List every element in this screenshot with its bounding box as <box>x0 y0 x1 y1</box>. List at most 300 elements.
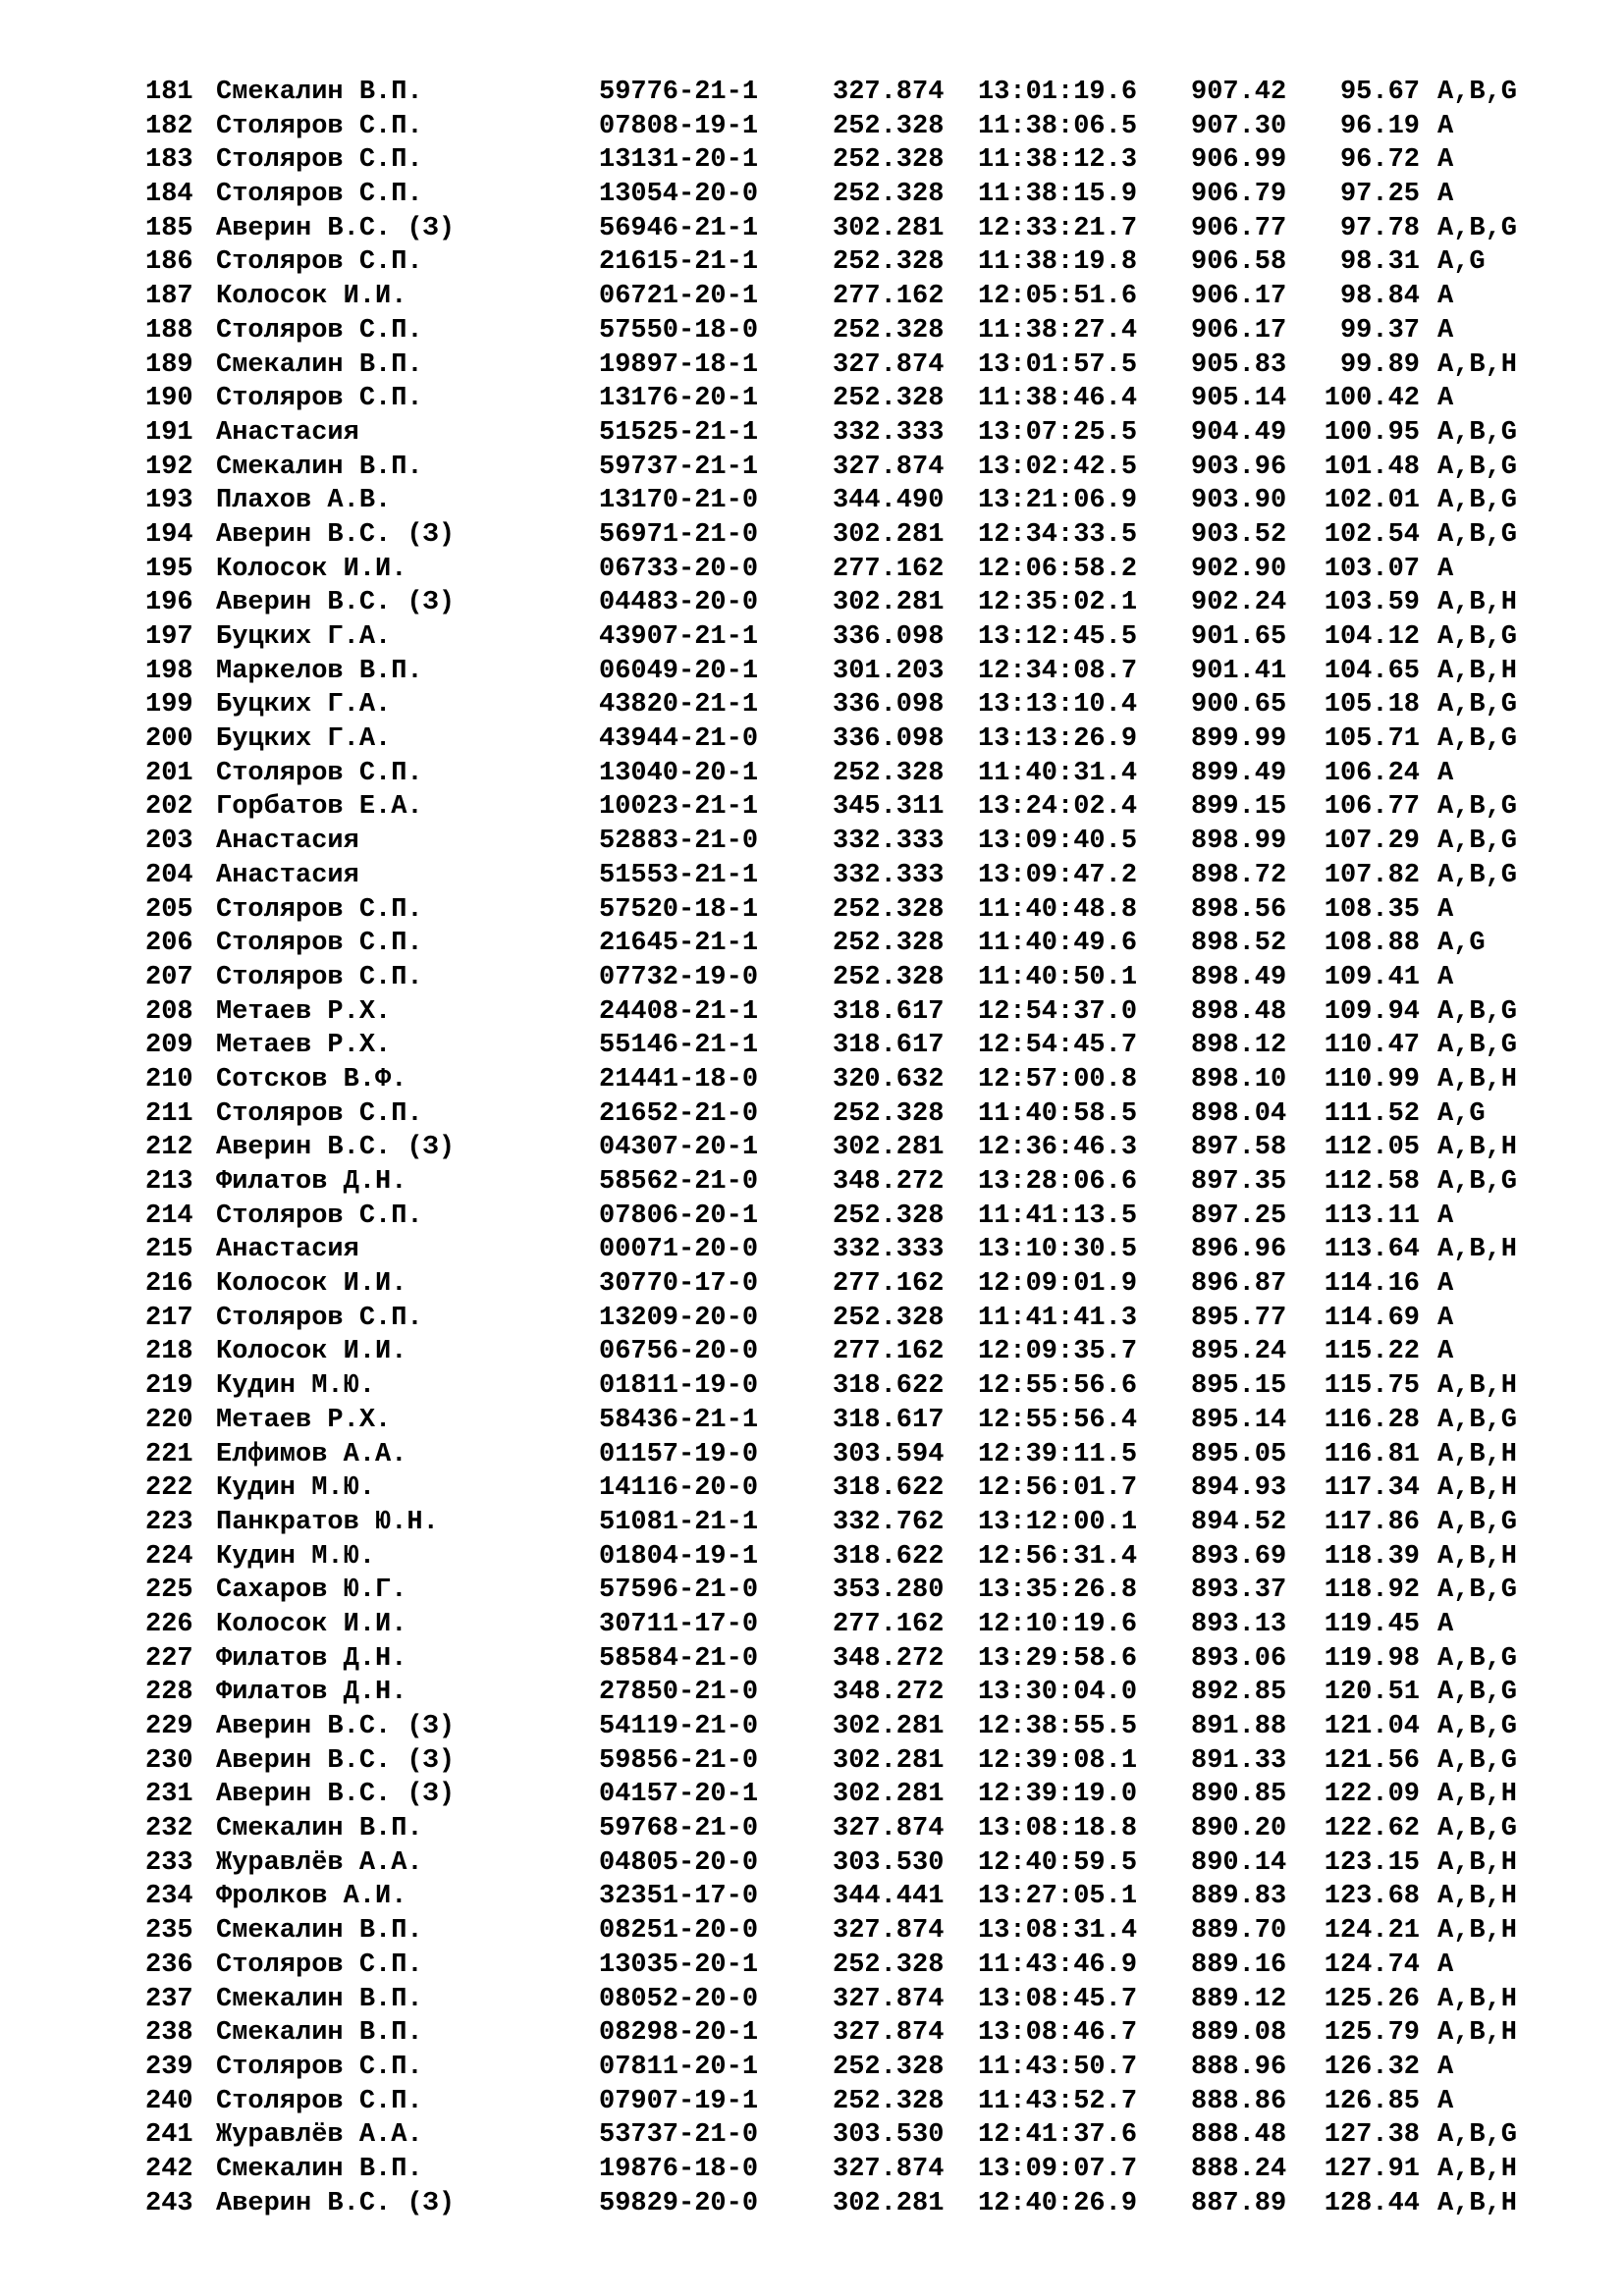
name-cell: Столяров С.П. <box>216 315 423 346</box>
name-cell: Аверин В.С. (З) <box>216 213 456 243</box>
name-cell: Метаев Р.Х. <box>216 1031 392 1061</box>
coefficient-cell: 116.81 <box>1324 1439 1420 1469</box>
rank-cell: 235 <box>145 1916 193 1947</box>
rank-cell: 226 <box>145 1609 193 1639</box>
name-cell: Плахов А.В. <box>216 486 392 516</box>
speed-cell: 887.89 <box>1191 2188 1287 2218</box>
ring-code-cell: 43944-21-0 <box>599 724 759 755</box>
coefficient-cell: 102.54 <box>1324 519 1420 550</box>
rank-cell: 200 <box>145 724 193 755</box>
rank-cell: 231 <box>145 1780 193 1810</box>
speed-cell: 905.14 <box>1191 384 1287 414</box>
distance-value-cell: 302.281 <box>833 1745 945 1776</box>
distance-value-cell: 302.281 <box>833 519 945 550</box>
name-cell: Елфимов А.А. <box>216 1439 407 1469</box>
category-tags-cell: A,B,H <box>1437 1847 1518 1878</box>
distance-value-cell: 302.281 <box>833 1780 945 1810</box>
category-tags-cell: A <box>1437 1949 1454 1980</box>
name-cell: Филатов Д.Н. <box>216 1167 407 1197</box>
name-cell: Столяров С.П. <box>216 2086 423 2116</box>
category-tags-cell: A <box>1437 282 1454 312</box>
ring-code-cell: 58562-21-0 <box>599 1167 759 1197</box>
distance-value-cell: 344.490 <box>833 486 945 516</box>
distance-value-cell: 277.162 <box>833 1609 945 1639</box>
coefficient-cell: 124.21 <box>1324 1916 1420 1947</box>
arrival-time-cell: 11:38:19.8 <box>978 247 1138 278</box>
coefficient-cell: 114.16 <box>1324 1269 1420 1300</box>
distance-value-cell: 252.328 <box>833 2086 945 2116</box>
ring-code-cell: 01804-19-1 <box>599 1541 759 1572</box>
name-cell: Столяров С.П. <box>216 894 423 925</box>
category-tags-cell: A,B,G <box>1437 1643 1518 1674</box>
ring-code-cell: 59776-21-1 <box>599 78 759 107</box>
arrival-time-cell: 13:08:46.7 <box>978 2018 1138 2049</box>
category-tags-cell: A,B,G <box>1437 827 1518 857</box>
coefficient-cell: 122.62 <box>1324 1814 1420 1844</box>
arrival-time-cell: 11:38:27.4 <box>978 315 1138 346</box>
name-cell: Аверин В.С. (З) <box>216 588 456 618</box>
arrival-time-cell: 11:43:46.9 <box>978 1949 1138 1980</box>
coefficient-cell: 108.88 <box>1324 929 1420 959</box>
coefficient-cell: 108.35 <box>1324 894 1420 925</box>
arrival-time-cell: 13:08:45.7 <box>978 1984 1138 2014</box>
name-cell: Смекалин В.П. <box>216 78 423 107</box>
name-cell: Аверин В.С. (З) <box>216 2188 456 2218</box>
name-cell: Аверин В.С. (З) <box>216 1133 456 1163</box>
ring-code-cell: 21441-18-0 <box>599 1064 759 1095</box>
ring-code-cell: 43820-21-1 <box>599 690 759 721</box>
name-cell: Аверин В.С. (З) <box>216 1745 456 1776</box>
distance-value-cell: 348.272 <box>833 1678 945 1708</box>
speed-cell: 895.15 <box>1191 1371 1287 1402</box>
name-cell: Кудин М.Ю. <box>216 1371 376 1402</box>
distance-value-cell: 336.098 <box>833 690 945 721</box>
speed-cell: 899.49 <box>1191 758 1287 788</box>
rank-cell: 204 <box>145 860 193 890</box>
arrival-time-cell: 11:38:12.3 <box>978 145 1138 176</box>
distance-value-cell: 252.328 <box>833 1949 945 1980</box>
rank-cell: 196 <box>145 588 193 618</box>
name-cell: Столяров С.П. <box>216 1949 423 1980</box>
rank-cell: 198 <box>145 656 193 686</box>
arrival-time-cell: 11:38:15.9 <box>978 180 1138 210</box>
category-tags-cell: A <box>1437 2086 1454 2116</box>
rank-cell: 210 <box>145 1064 193 1095</box>
distance-value-cell: 252.328 <box>833 1201 945 1231</box>
category-tags-cell: A <box>1437 111 1454 141</box>
distance-value-cell: 318.622 <box>833 1371 945 1402</box>
category-tags-cell: A <box>1437 962 1454 992</box>
category-tags-cell: A,B,G <box>1437 519 1518 550</box>
rank-cell: 212 <box>145 1133 193 1163</box>
coefficient-cell: 118.39 <box>1324 1541 1420 1572</box>
name-cell: Сахаров Ю.Г. <box>216 1575 407 1606</box>
distance-value-cell: 277.162 <box>833 282 945 312</box>
ring-code-cell: 51081-21-1 <box>599 1507 759 1537</box>
category-tags-cell: A,B,H <box>1437 2154 1518 2184</box>
arrival-time-cell: 12:55:56.4 <box>978 1405 1138 1435</box>
arrival-time-cell: 11:40:49.6 <box>978 929 1138 959</box>
rank-cell: 230 <box>145 1745 193 1776</box>
name-cell: Журавлёв А.А. <box>216 1847 423 1878</box>
arrival-time-cell: 12:57:00.8 <box>978 1064 1138 1095</box>
category-tags-cell: A <box>1437 1303 1454 1333</box>
rank-cell: 201 <box>145 758 193 788</box>
rank-cell: 195 <box>145 554 193 584</box>
arrival-time-cell: 12:56:01.7 <box>978 1473 1138 1504</box>
ring-code-cell: 32351-17-0 <box>599 1882 759 1912</box>
speed-cell: 897.25 <box>1191 1201 1287 1231</box>
category-tags-cell: A <box>1437 894 1454 925</box>
category-tags-cell: A,B,G <box>1437 1405 1518 1435</box>
coefficient-cell: 128.44 <box>1324 2188 1420 2218</box>
category-tags-cell: A,B,G <box>1437 1814 1518 1844</box>
distance-value-cell: 318.622 <box>833 1473 945 1504</box>
category-tags-cell: A,B,H <box>1437 1064 1518 1095</box>
rank-cell: 206 <box>145 929 193 959</box>
distance-value-cell: 348.272 <box>833 1643 945 1674</box>
ring-code-cell: 08052-20-0 <box>599 1984 759 2014</box>
ring-code-cell: 07732-19-0 <box>599 962 759 992</box>
ring-code-cell: 51525-21-1 <box>599 417 759 448</box>
speed-cell: 899.15 <box>1191 792 1287 823</box>
rank-cell: 186 <box>145 247 193 278</box>
category-tags-cell: A,B,G <box>1437 1575 1518 1606</box>
coefficient-cell: 113.11 <box>1324 1201 1420 1231</box>
rank-cell: 222 <box>145 1473 193 1504</box>
coefficient-cell: 112.58 <box>1324 1167 1420 1197</box>
speed-cell: 893.37 <box>1191 1575 1287 1606</box>
name-cell: Смекалин В.П. <box>216 452 423 482</box>
ring-code-cell: 57596-21-0 <box>599 1575 759 1606</box>
arrival-time-cell: 12:10:19.6 <box>978 1609 1138 1639</box>
speed-cell: 890.14 <box>1191 1847 1287 1878</box>
speed-cell: 906.79 <box>1191 180 1287 210</box>
name-cell: Столяров С.П. <box>216 180 423 210</box>
name-cell: Журавлёв А.А. <box>216 2120 423 2151</box>
category-tags-cell: A,B,G <box>1437 213 1518 243</box>
distance-value-cell: 332.333 <box>833 417 945 448</box>
coefficient-cell: 97.25 <box>1339 180 1420 210</box>
name-cell: Метаев Р.Х. <box>216 996 392 1027</box>
rank-cell: 209 <box>145 1031 193 1061</box>
category-tags-cell: A,B,G <box>1437 78 1518 107</box>
rank-cell: 183 <box>145 145 193 176</box>
coefficient-cell: 95.67 <box>1339 78 1420 107</box>
rank-cell: 242 <box>145 2154 193 2184</box>
arrival-time-cell: 11:40:58.5 <box>978 1098 1138 1129</box>
rank-cell: 214 <box>145 1201 193 1231</box>
speed-cell: 895.24 <box>1191 1337 1287 1367</box>
coefficient-cell: 98.31 <box>1339 247 1420 278</box>
category-tags-cell: A,B,H <box>1437 1473 1518 1504</box>
distance-value-cell: 252.328 <box>833 1303 945 1333</box>
arrival-time-cell: 13:13:10.4 <box>978 690 1138 721</box>
coefficient-cell: 126.85 <box>1324 2086 1420 2116</box>
coefficient-cell: 107.82 <box>1324 860 1420 890</box>
name-cell: Столяров С.П. <box>216 1098 423 1129</box>
coefficient-cell: 121.56 <box>1324 1745 1420 1776</box>
coefficient-cell: 119.45 <box>1324 1609 1420 1639</box>
name-cell: Столяров С.П. <box>216 1303 423 1333</box>
coefficient-cell: 100.42 <box>1324 384 1420 414</box>
speed-cell: 903.52 <box>1191 519 1287 550</box>
distance-value-cell: 336.098 <box>833 622 945 652</box>
name-cell: Сотсков В.Ф. <box>216 1064 407 1095</box>
distance-value-cell: 252.328 <box>833 111 945 141</box>
coefficient-cell: 116.28 <box>1324 1405 1420 1435</box>
name-cell: Филатов Д.Н. <box>216 1678 407 1708</box>
arrival-time-cell: 13:24:02.4 <box>978 792 1138 823</box>
category-tags-cell: A,B,G <box>1437 622 1518 652</box>
speed-cell: 906.99 <box>1191 145 1287 176</box>
ring-code-cell: 59768-21-0 <box>599 1814 759 1844</box>
category-tags-cell: A <box>1437 2052 1454 2082</box>
rank-cell: 192 <box>145 452 193 482</box>
rank-cell: 187 <box>145 282 193 312</box>
ring-code-cell: 30711-17-0 <box>599 1609 759 1639</box>
coefficient-cell: 117.86 <box>1324 1507 1420 1537</box>
speed-cell: 903.96 <box>1191 452 1287 482</box>
speed-cell: 894.52 <box>1191 1507 1287 1537</box>
ring-code-cell: 57550-18-0 <box>599 315 759 346</box>
coefficient-cell: 127.38 <box>1324 2120 1420 2151</box>
arrival-time-cell: 12:34:33.5 <box>978 519 1138 550</box>
category-tags-cell: A,B,G <box>1437 860 1518 890</box>
ring-code-cell: 59829-20-0 <box>599 2188 759 2218</box>
coefficient-cell: 117.34 <box>1324 1473 1420 1504</box>
arrival-time-cell: 12:06:58.2 <box>978 554 1138 584</box>
distance-value-cell: 303.594 <box>833 1439 945 1469</box>
name-cell: Анастасия <box>216 827 359 857</box>
speed-cell: 901.65 <box>1191 622 1287 652</box>
name-cell: Колосок И.И. <box>216 1269 407 1300</box>
distance-value-cell: 303.530 <box>833 2120 945 2151</box>
speed-cell: 896.87 <box>1191 1269 1287 1300</box>
arrival-time-cell: 13:21:06.9 <box>978 486 1138 516</box>
arrival-time-cell: 11:40:48.8 <box>978 894 1138 925</box>
arrival-time-cell: 12:55:56.6 <box>978 1371 1138 1402</box>
category-tags-cell: A,B,H <box>1437 1439 1518 1469</box>
arrival-time-cell: 13:02:42.5 <box>978 452 1138 482</box>
ring-code-cell: 13054-20-0 <box>599 180 759 210</box>
name-cell: Колосок И.И. <box>216 282 407 312</box>
speed-cell: 906.17 <box>1191 282 1287 312</box>
distance-value-cell: 327.874 <box>833 2154 945 2184</box>
category-tags-cell: A <box>1437 180 1454 210</box>
speed-cell: 893.06 <box>1191 1643 1287 1674</box>
ring-code-cell: 54119-21-0 <box>599 1712 759 1741</box>
distance-value-cell: 252.328 <box>833 894 945 925</box>
coefficient-cell: 100.95 <box>1324 417 1420 448</box>
ring-code-cell: 06756-20-0 <box>599 1337 759 1367</box>
category-tags-cell: A,B,H <box>1437 1235 1518 1265</box>
category-tags-cell: A,G <box>1437 247 1486 278</box>
arrival-time-cell: 13:12:45.5 <box>978 622 1138 652</box>
coefficient-cell: 111.52 <box>1324 1098 1420 1129</box>
name-cell: Маркелов В.П. <box>216 656 423 686</box>
speed-cell: 895.14 <box>1191 1405 1287 1435</box>
coefficient-cell: 124.74 <box>1324 1949 1420 1980</box>
arrival-time-cell: 12:54:45.7 <box>978 1031 1138 1061</box>
arrival-time-cell: 13:09:40.5 <box>978 827 1138 857</box>
distance-value-cell: 327.874 <box>833 1916 945 1947</box>
ring-code-cell: 53737-21-0 <box>599 2120 759 2151</box>
category-tags-cell: A,B,G <box>1437 452 1518 482</box>
rank-cell: 213 <box>145 1167 193 1197</box>
ring-code-cell: 21645-21-1 <box>599 929 759 959</box>
distance-value-cell: 252.328 <box>833 758 945 788</box>
arrival-time-cell: 12:39:19.0 <box>978 1780 1138 1810</box>
category-tags-cell: A,B,G <box>1437 996 1518 1027</box>
arrival-time-cell: 12:35:02.1 <box>978 588 1138 618</box>
speed-cell: 891.88 <box>1191 1712 1287 1741</box>
category-tags-cell: A <box>1437 315 1454 346</box>
ring-code-cell: 04157-20-1 <box>599 1780 759 1810</box>
coefficient-cell: 115.75 <box>1324 1371 1420 1402</box>
coefficient-cell: 119.98 <box>1324 1643 1420 1674</box>
category-tags-cell: A <box>1437 384 1454 414</box>
coefficient-cell: 112.05 <box>1324 1133 1420 1163</box>
rank-cell: 194 <box>145 519 193 550</box>
name-cell: Столяров С.П. <box>216 962 423 992</box>
distance-value-cell: 302.281 <box>833 588 945 618</box>
category-tags-cell: A <box>1437 554 1454 584</box>
arrival-time-cell: 12:39:08.1 <box>978 1745 1138 1776</box>
ring-code-cell: 06733-20-0 <box>599 554 759 584</box>
arrival-time-cell: 13:07:25.5 <box>978 417 1138 448</box>
category-tags-cell: A,G <box>1437 929 1486 959</box>
name-cell: Фролков А.И. <box>216 1882 407 1912</box>
rank-cell: 205 <box>145 894 193 925</box>
name-cell: Буцких Г.А. <box>216 622 392 652</box>
rank-cell: 237 <box>145 1984 193 2014</box>
distance-value-cell: 301.203 <box>833 656 945 686</box>
name-cell: Аверин В.С. (З) <box>216 1712 456 1741</box>
category-tags-cell: A,B,G <box>1437 1167 1518 1197</box>
distance-value-cell: 327.874 <box>833 1984 945 2014</box>
arrival-time-cell: 13:08:31.4 <box>978 1916 1138 1947</box>
rank-cell: 211 <box>145 1098 193 1129</box>
distance-value-cell: 320.632 <box>833 1064 945 1095</box>
name-cell: Колосок И.И. <box>216 1337 407 1367</box>
ring-code-cell: 07808-19-1 <box>599 111 759 141</box>
coefficient-cell: 107.29 <box>1324 827 1420 857</box>
category-tags-cell: A,B,H <box>1437 349 1518 380</box>
ring-code-cell: 59856-21-0 <box>599 1745 759 1776</box>
rank-cell: 239 <box>145 2052 193 2082</box>
name-cell: Столяров С.П. <box>216 758 423 788</box>
ring-code-cell: 43907-21-1 <box>599 622 759 652</box>
rank-cell: 191 <box>145 417 193 448</box>
speed-cell: 888.86 <box>1191 2086 1287 2116</box>
ring-code-cell: 13170-21-0 <box>599 486 759 516</box>
ring-code-cell: 13176-20-1 <box>599 384 759 414</box>
arrival-time-cell: 12:40:26.9 <box>978 2188 1138 2218</box>
name-cell: Кудин М.Ю. <box>216 1473 376 1504</box>
ring-code-cell: 07806-20-1 <box>599 1201 759 1231</box>
rank-cell: 228 <box>145 1678 193 1708</box>
arrival-time-cell: 12:56:31.4 <box>978 1541 1138 1572</box>
coefficient-cell: 104.65 <box>1324 656 1420 686</box>
arrival-time-cell: 13:09:07.7 <box>978 2154 1138 2184</box>
distance-value-cell: 344.441 <box>833 1882 945 1912</box>
rank-cell: 243 <box>145 2188 193 2218</box>
category-tags-cell: A <box>1437 758 1454 788</box>
speed-cell: 895.05 <box>1191 1439 1287 1469</box>
ring-code-cell: 04483-20-0 <box>599 588 759 618</box>
arrival-time-cell: 13:08:18.8 <box>978 1814 1138 1844</box>
coefficient-cell: 125.26 <box>1324 1984 1420 2014</box>
rank-cell: 218 <box>145 1337 193 1367</box>
coefficient-cell: 97.78 <box>1339 213 1420 243</box>
speed-cell: 907.42 <box>1191 78 1287 107</box>
speed-cell: 898.04 <box>1191 1098 1287 1129</box>
rank-cell: 224 <box>145 1541 193 1572</box>
category-tags-cell: A <box>1437 1269 1454 1300</box>
category-tags-cell: A,B,H <box>1437 2188 1518 2218</box>
category-tags-cell: A,B,G <box>1437 417 1518 448</box>
arrival-time-cell: 13:01:19.6 <box>978 78 1138 107</box>
name-cell: Смекалин В.П. <box>216 1984 423 2014</box>
coefficient-cell: 104.12 <box>1324 622 1420 652</box>
speed-cell: 898.56 <box>1191 894 1287 925</box>
rank-cell: 215 <box>145 1235 193 1265</box>
category-tags-cell: A,B,H <box>1437 2018 1518 2049</box>
arrival-time-cell: 12:33:21.7 <box>978 213 1138 243</box>
ring-code-cell: 13035-20-1 <box>599 1949 759 1980</box>
arrival-time-cell: 12:09:01.9 <box>978 1269 1138 1300</box>
distance-value-cell: 332.333 <box>833 827 945 857</box>
rank-cell: 238 <box>145 2018 193 2049</box>
rank-cell: 220 <box>145 1405 193 1435</box>
ring-code-cell: 01157-19-0 <box>599 1439 759 1469</box>
rank-cell: 181 <box>145 78 193 107</box>
coefficient-cell: 114.69 <box>1324 1303 1420 1333</box>
arrival-time-cell: 13:09:47.2 <box>978 860 1138 890</box>
coefficient-cell: 118.92 <box>1324 1575 1420 1606</box>
name-cell: Столяров С.П. <box>216 929 423 959</box>
ring-code-cell: 57520-18-1 <box>599 894 759 925</box>
distance-value-cell: 252.328 <box>833 384 945 414</box>
category-tags-cell: A,B,H <box>1437 1541 1518 1572</box>
name-cell: Анастасия <box>216 417 359 448</box>
ring-code-cell: 08251-20-0 <box>599 1916 759 1947</box>
arrival-time-cell: 11:41:13.5 <box>978 1201 1138 1231</box>
rank-cell: 182 <box>145 111 193 141</box>
distance-value-cell: 303.530 <box>833 1847 945 1878</box>
ring-code-cell: 52883-21-0 <box>599 827 759 857</box>
coefficient-cell: 96.72 <box>1339 145 1420 176</box>
coefficient-cell: 122.09 <box>1324 1780 1420 1810</box>
arrival-time-cell: 13:29:58.6 <box>978 1643 1138 1674</box>
speed-cell: 906.17 <box>1191 315 1287 346</box>
speed-cell: 896.96 <box>1191 1235 1287 1265</box>
name-cell: Столяров С.П. <box>216 2052 423 2082</box>
speed-cell: 905.83 <box>1191 349 1287 380</box>
distance-value-cell: 318.617 <box>833 1405 945 1435</box>
distance-value-cell: 302.281 <box>833 2188 945 2218</box>
ring-code-cell: 07811-20-1 <box>599 2052 759 2082</box>
ring-code-cell: 06721-20-1 <box>599 282 759 312</box>
category-tags-cell: A,B,H <box>1437 1984 1518 2014</box>
category-tags-cell: A,B,G <box>1437 1678 1518 1708</box>
ring-code-cell: 04307-20-1 <box>599 1133 759 1163</box>
category-tags-cell: A,B,H <box>1437 588 1518 618</box>
rank-cell: 241 <box>145 2120 193 2151</box>
arrival-time-cell: 12:38:55.5 <box>978 1712 1138 1741</box>
arrival-time-cell: 13:30:04.0 <box>978 1678 1138 1708</box>
